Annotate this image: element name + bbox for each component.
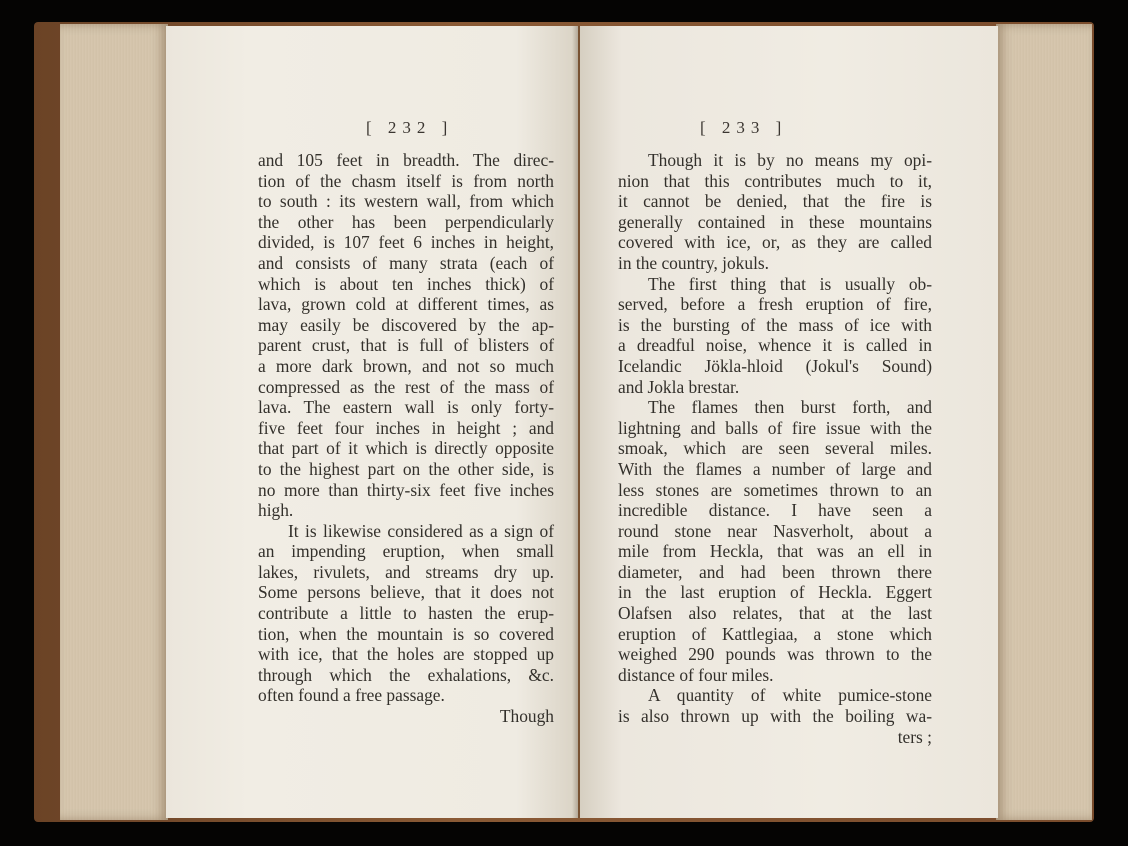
text-line: that part of it which is directly opposite bbox=[258, 438, 554, 459]
text-line: distance of four miles. bbox=[618, 664, 774, 685]
text-line: lakes, rivulets, and streams dry up. bbox=[258, 561, 554, 582]
catchword: ters ; bbox=[897, 726, 932, 747]
text-line: five feet four inches in height ; and bbox=[258, 417, 554, 438]
text-line: and Jokla brestar. bbox=[618, 376, 740, 397]
catchword: Though bbox=[499, 706, 554, 727]
text-line: With the flames a number of large and bbox=[618, 458, 932, 479]
left-page bbox=[166, 26, 578, 818]
text-line: to the highest part on the other side, is bbox=[258, 458, 554, 479]
page-text bbox=[618, 150, 932, 747]
text-line: generally contained in these mountains bbox=[618, 211, 932, 232]
text-line: is also thrown up with the boiling wa- bbox=[618, 706, 932, 727]
text-line: tion of the chasm itself is from north bbox=[258, 170, 554, 191]
text-line: it cannot be denied, that the fire is bbox=[618, 191, 932, 212]
text-line: A quantity of white pumice-stone bbox=[648, 685, 932, 706]
right-page-edges bbox=[996, 24, 1092, 820]
text-line: through which the exhalations, &c. bbox=[258, 664, 554, 685]
text-line: The first thing that is usually ob- bbox=[648, 273, 932, 294]
text-line: in the country, jokuls. bbox=[618, 252, 770, 273]
text-line: parent crust, that is full of blisters of bbox=[258, 335, 554, 356]
text-line: round stone near Nasverholt, about a bbox=[618, 520, 932, 541]
text-line: Icelandic Jökla-hloid (Jokul's Sound) bbox=[618, 355, 932, 376]
text-line: an impending eruption, when small bbox=[258, 541, 554, 562]
text-line: the other has been perpendicularly bbox=[258, 211, 554, 232]
text-line: to south : its western wall, from which bbox=[258, 191, 554, 212]
text-line: mile from Heckla, that was an ell in bbox=[618, 541, 932, 562]
text-line: incredible distance. I have seen a bbox=[618, 500, 932, 521]
text-line: divided, is 107 feet 6 inches in height, bbox=[258, 232, 554, 253]
text-line: Some persons believe, that it does not bbox=[258, 582, 554, 603]
text-line: a dreadful noise, whence it is called in bbox=[618, 335, 932, 356]
text-line: less stones are sometimes thrown to an bbox=[618, 479, 932, 500]
page-number: [ 233 ] bbox=[700, 118, 788, 137]
text-line: often found a free passage. bbox=[258, 685, 445, 706]
text-line: diameter, and had been thrown there bbox=[618, 561, 932, 582]
text-line: smoak, which are seen several miles. bbox=[618, 438, 932, 459]
text-line: lightning and balls of fire issue with the bbox=[618, 417, 932, 438]
left-page-edges bbox=[60, 24, 168, 820]
text-line: nion that this contributes much to it, bbox=[618, 170, 932, 191]
text-line: a more dark brown, and not so much bbox=[258, 355, 554, 376]
text-line: It is likewise considered as a sign of bbox=[288, 520, 554, 541]
text-line: with ice, that the holes are stopped up bbox=[258, 644, 554, 665]
page-number: [ 232 ] bbox=[366, 118, 454, 137]
text-line: in the last eruption of Heckla. Eggert bbox=[618, 582, 932, 603]
text-line: is the bursting of the mass of ice with bbox=[618, 314, 932, 335]
text-line: which is about ten inches thick) of bbox=[258, 273, 554, 294]
right-page bbox=[580, 26, 998, 818]
text-line: covered with ice, or, as they are called bbox=[618, 232, 932, 253]
text-line: weighed 290 pounds was thrown to the bbox=[618, 644, 932, 665]
text-line: served, before a fresh eruption of fire, bbox=[618, 294, 932, 315]
text-line: lava. The eastern wall is only forty- bbox=[258, 397, 554, 418]
text-line: contribute a little to hasten the erup- bbox=[258, 603, 554, 624]
text-line: Though it is by no means my opi- bbox=[648, 150, 932, 170]
text-line: and 105 feet in breadth. The direc- bbox=[258, 150, 554, 170]
text-line: tion, when the mountain is so covered bbox=[258, 623, 554, 644]
text-line: lava, grown cold at different times, as bbox=[258, 294, 554, 315]
text-line: high. bbox=[258, 500, 294, 521]
text-line: no more than thirty-six feet five inches bbox=[258, 479, 554, 500]
text-line: may easily be discovered by the ap- bbox=[258, 314, 554, 335]
text-line: The flames then burst forth, and bbox=[648, 397, 932, 418]
text-line: eruption of Kattlegiaa, a stone which bbox=[618, 623, 932, 644]
text-line: and consists of many strata (each of bbox=[258, 252, 554, 273]
text-line: compressed as the rest of the mass of bbox=[258, 376, 554, 397]
page-text bbox=[258, 150, 554, 727]
text-line: Olafsen also relates, that at the last bbox=[618, 603, 932, 624]
